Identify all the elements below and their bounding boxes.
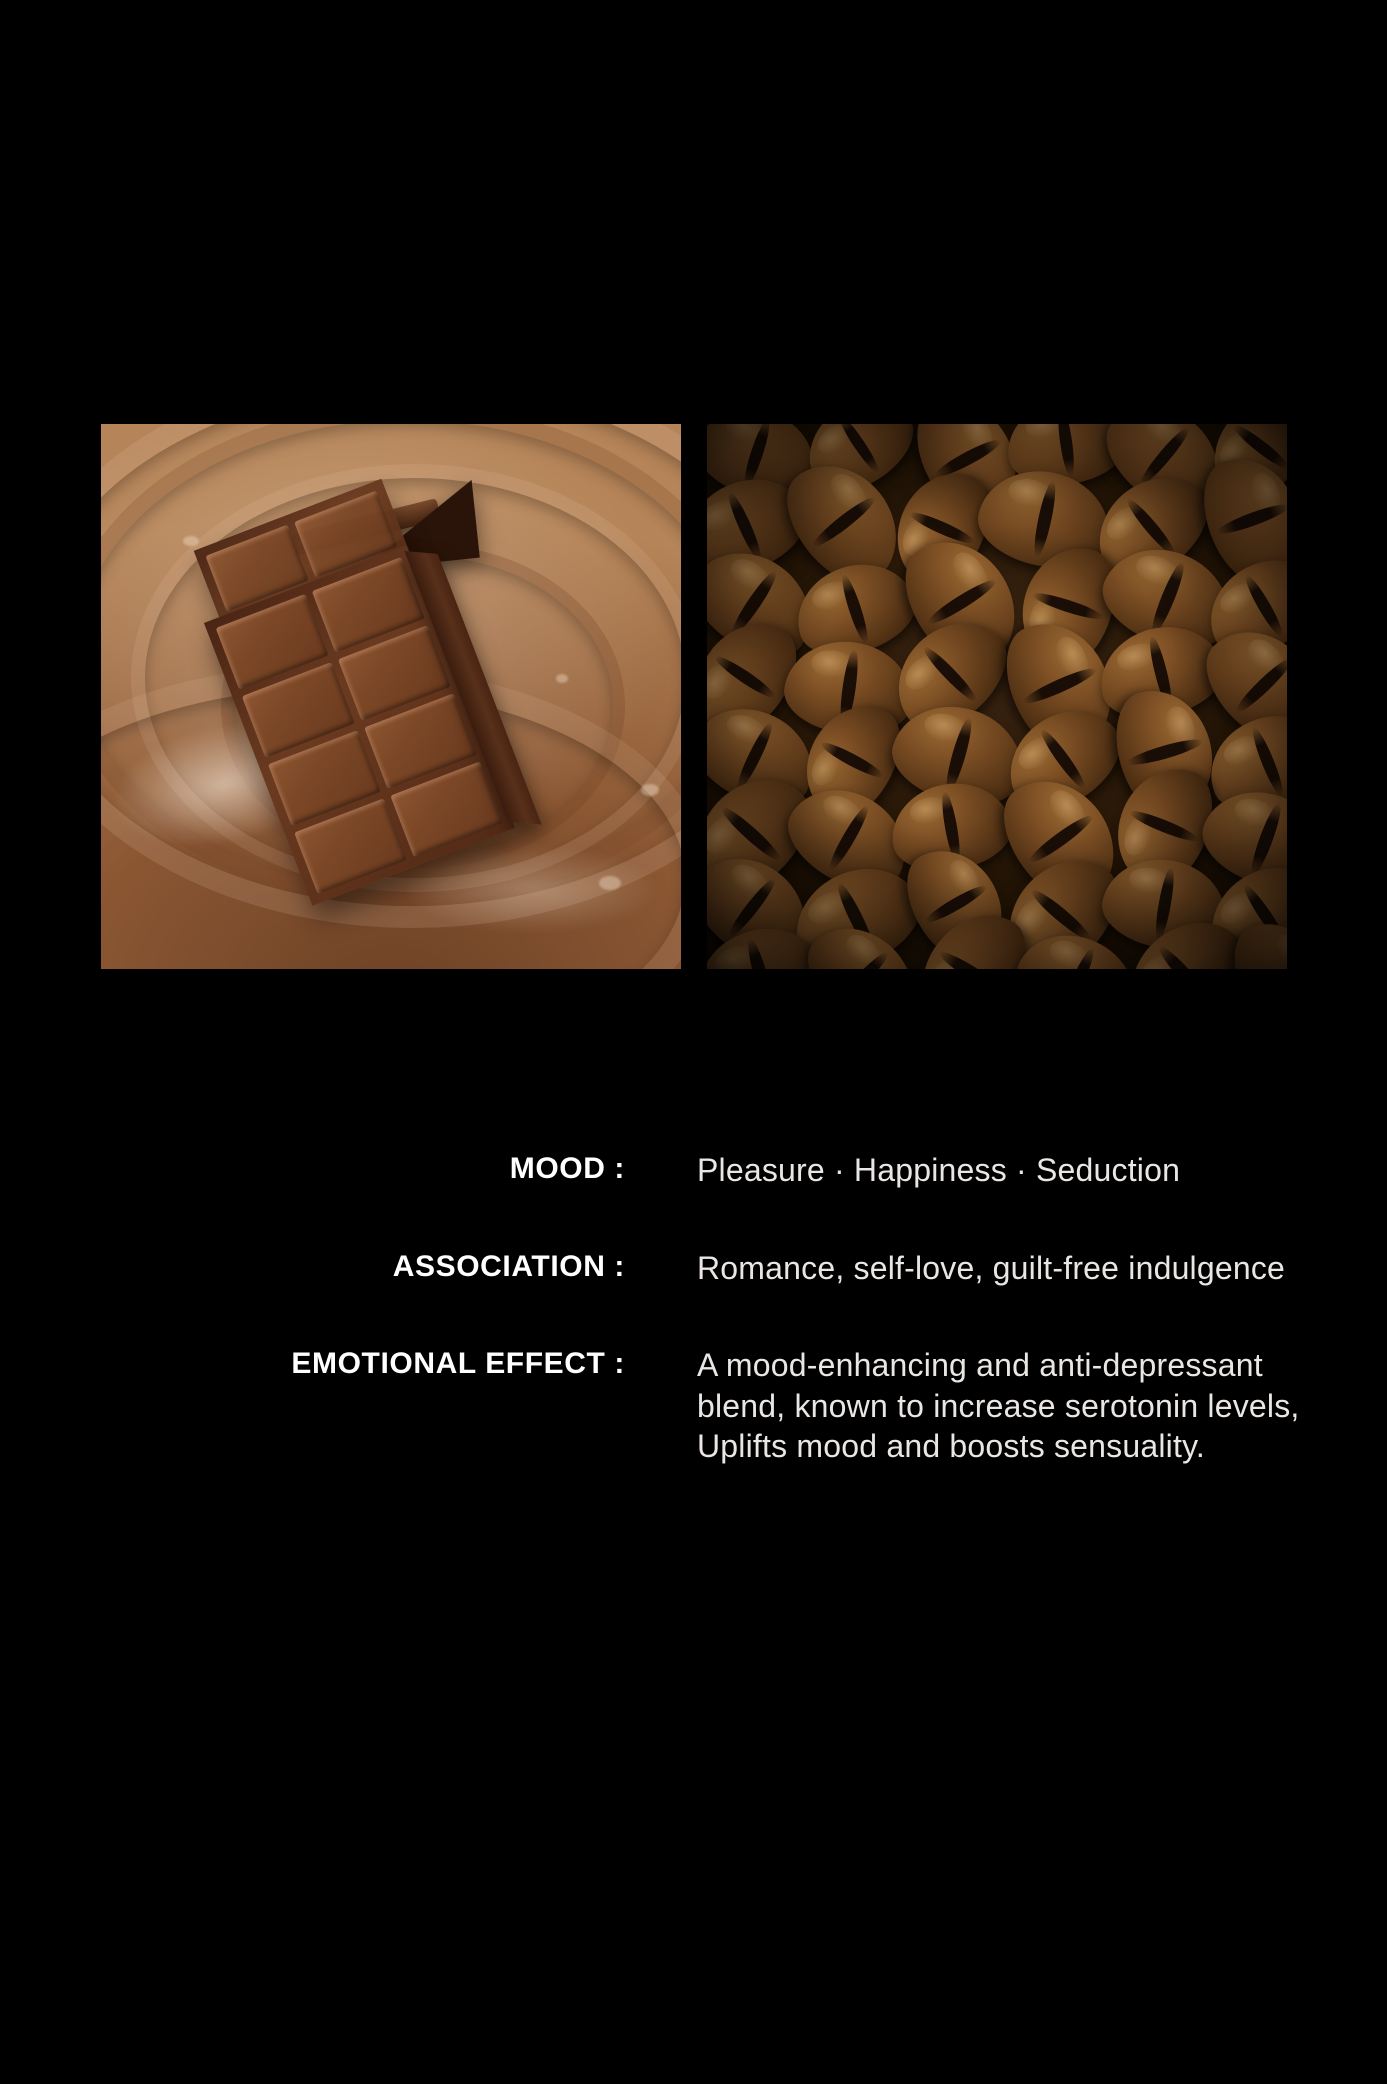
spec-list — [0, 1150, 1387, 1522]
roasted-coffee-beans-image — [707, 424, 1287, 969]
spec-value-association: Romance, self-love, guilt-free indulgence — [697, 1249, 1286, 1286]
image-gallery — [101, 424, 1287, 969]
spec-value-mood: Pleasure · Happiness · Seduction — [697, 1152, 1181, 1188]
spec-row — [0, 1150, 1387, 1192]
spec-label-mood: MOOD : — [509, 1152, 625, 1185]
spec-label-emotional-effect: EMOTIONAL EFFECT : — [291, 1347, 625, 1381]
spec-row — [0, 1345, 1387, 1466]
chocolate-highlight — [401, 844, 661, 934]
spec-value-emotional-effect: A mood-enhancing and anti-depressant blend, known to increase serotonin levels, Uplifts mood and boosts sensuality. — [697, 1347, 1300, 1464]
spec-row — [0, 1248, 1387, 1290]
chocolate-droplet — [556, 674, 568, 683]
chocolate-droplet — [599, 876, 621, 890]
chocolate-droplet — [183, 536, 199, 546]
chocolate-bar-in-melted-chocolate-image — [101, 424, 681, 969]
chocolate-droplet — [641, 784, 659, 796]
spec-label-association: ASSOCIATION : — [392, 1249, 625, 1283]
